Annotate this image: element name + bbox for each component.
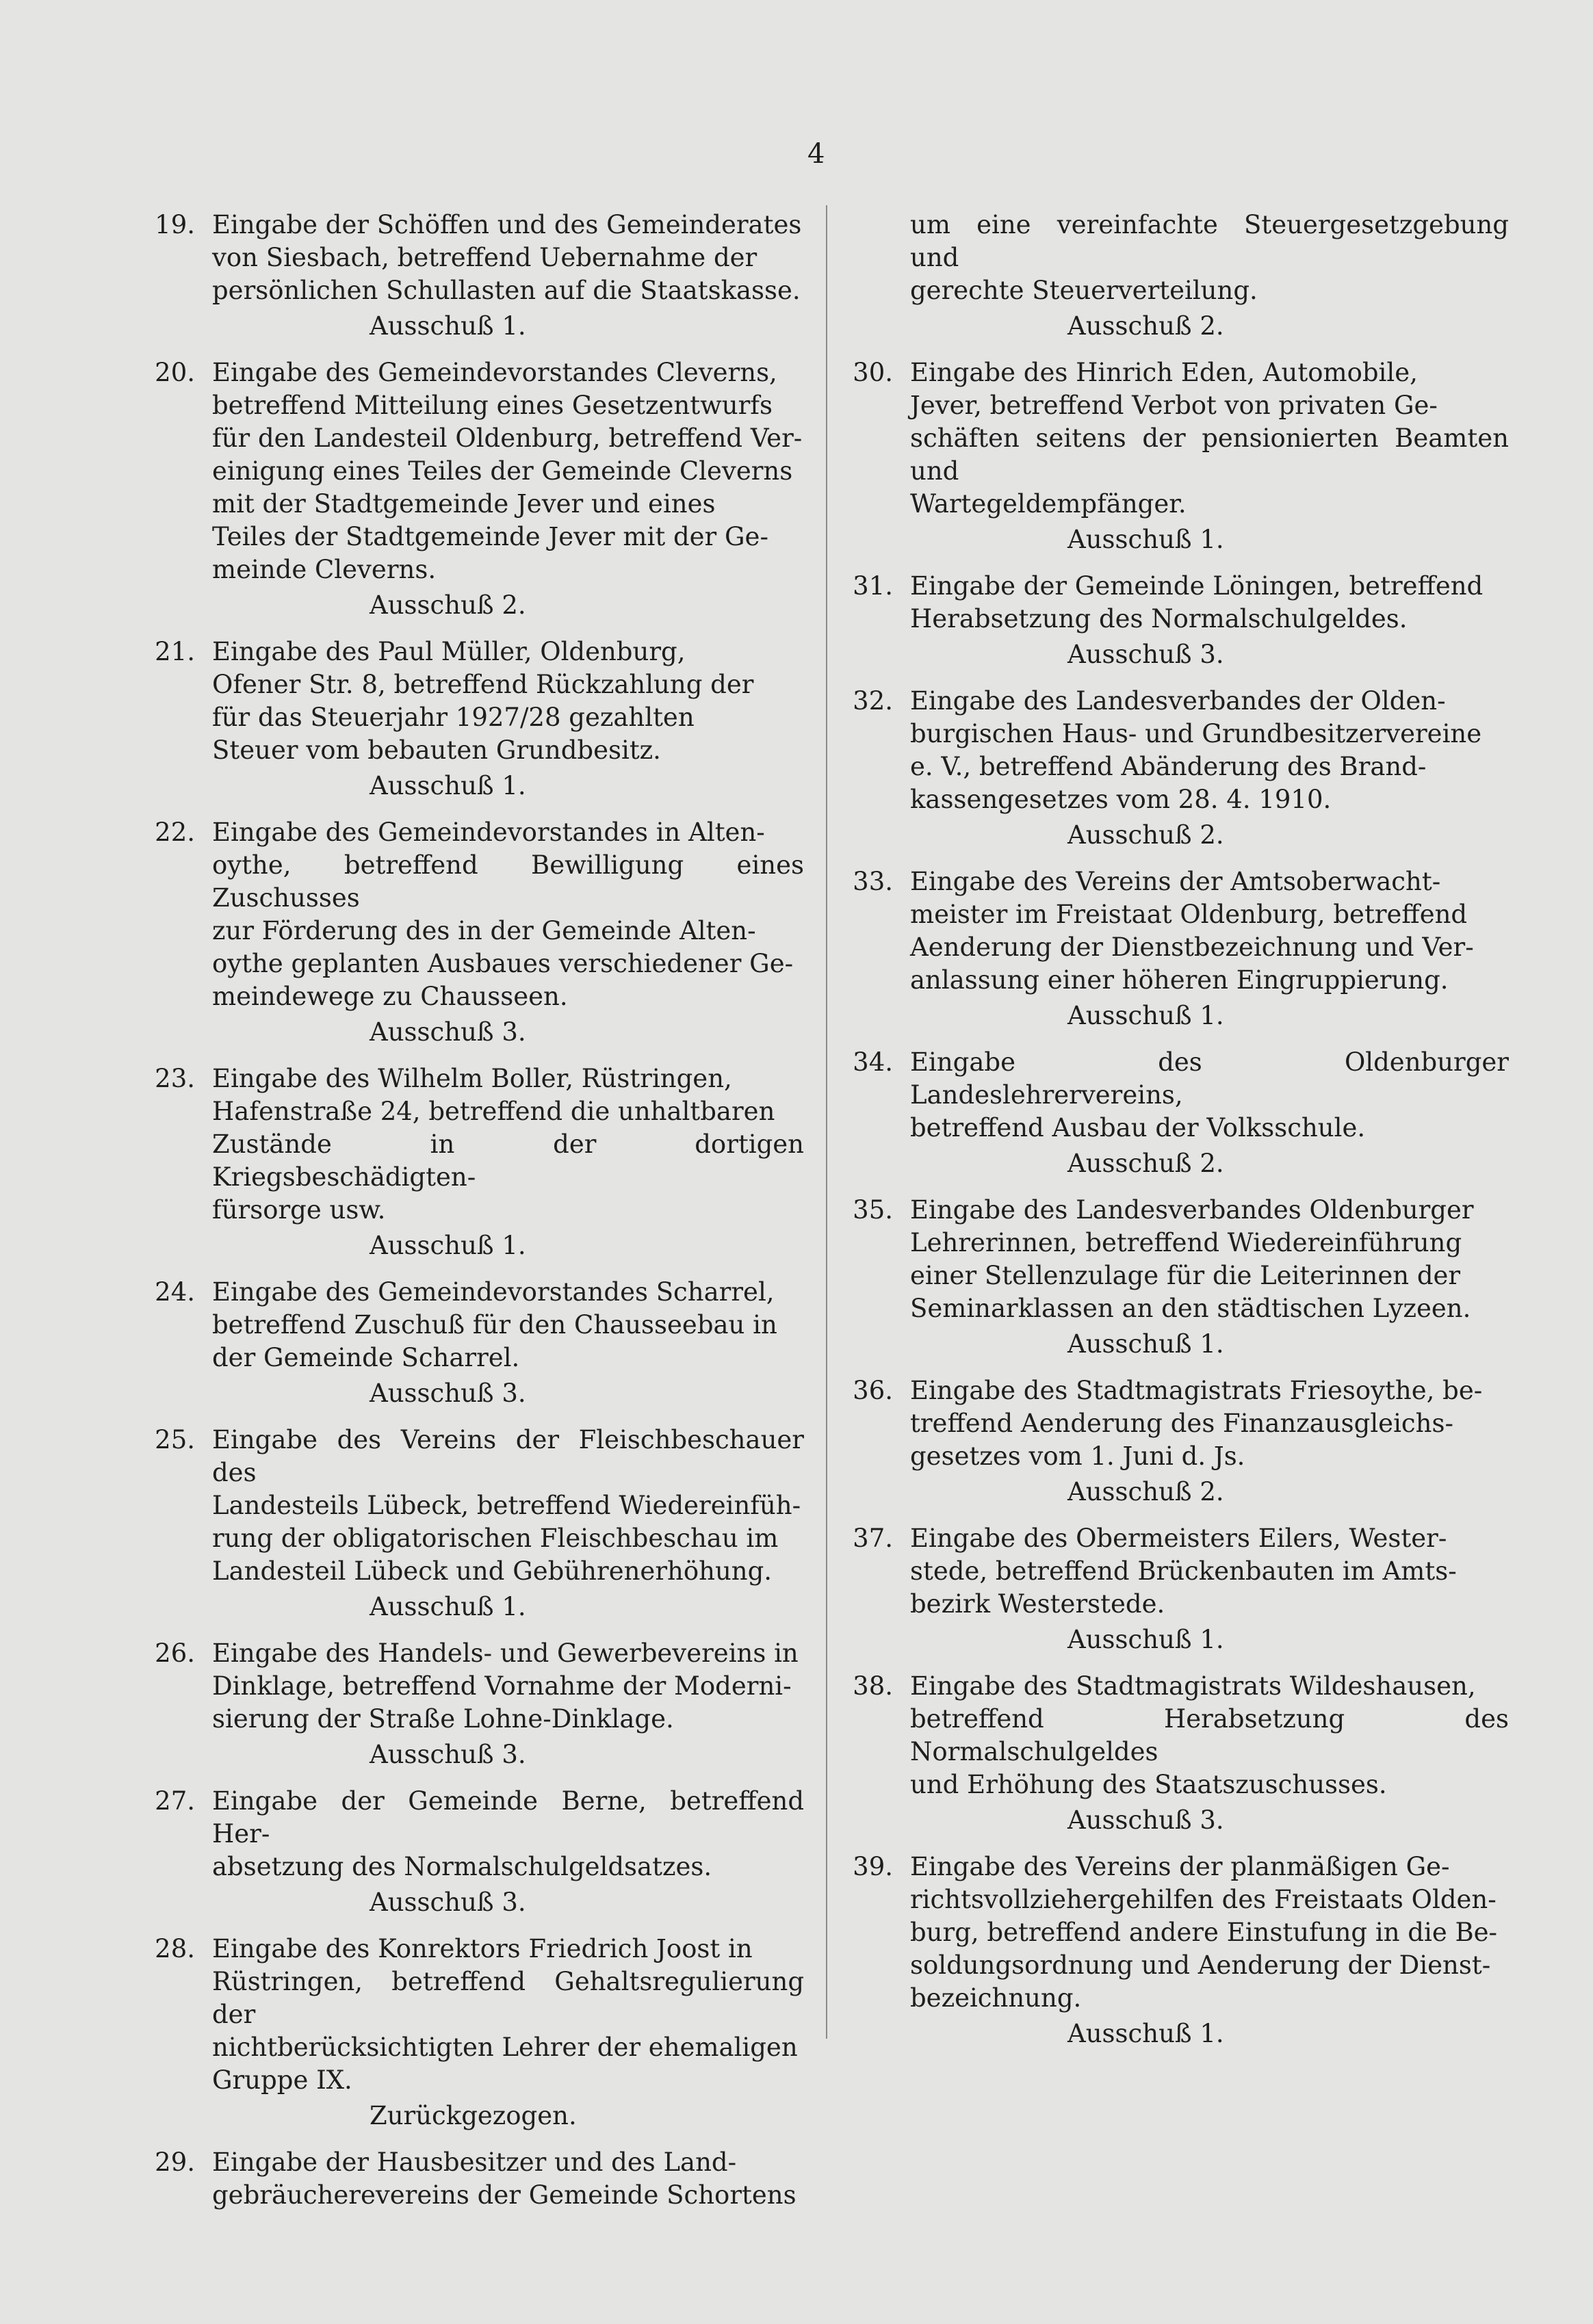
entry-item: [845, 865, 1509, 1032]
page-number: 4: [807, 138, 825, 170]
entry-committee: Ausschuß 3.: [370, 1017, 526, 1047]
entry-line: Seminarklassen an den städtischen Lyzeen.: [910, 1294, 1471, 1323]
entry-line: stede, betreffend Brückenbauten im Amts-: [910, 1556, 1457, 1586]
entry-line: Eingabe des Wilhelm Boller, Rüstringen,: [212, 1064, 732, 1093]
entry-body: [212, 1933, 804, 2132]
entry-item: [845, 1522, 1509, 1656]
entry-number: 32.: [853, 686, 893, 716]
entry-number: 22.: [155, 818, 195, 847]
entry-line: Wartegeldempfänger.: [910, 489, 1187, 519]
entry-line: e. V., betreffend Abänderung des Brand-: [910, 752, 1427, 781]
left-column: [147, 209, 804, 2225]
entry-line: gebräucherevereins der Gemeinde Schortens: [212, 2180, 796, 2210]
entry-line: Eingabe des Vereins der Fleischbeschauer des: [212, 1425, 804, 1487]
entry-body: [910, 685, 1509, 852]
entry-line: Eingabe der Gemeinde Löningen, betreffend: [910, 571, 1484, 601]
entry-item: [845, 1046, 1509, 1180]
entry-committee: Ausschuß 1.: [1067, 1001, 1224, 1030]
entry-item: [147, 1933, 804, 2132]
entry-line: richtsvollziehergehilfen des Freistaats Olden-: [910, 1885, 1497, 1914]
entry-line: für den Landesteil Oldenburg, betreffend Ver-: [212, 423, 803, 453]
entry-body: [212, 1424, 804, 1623]
entry-line: Eingabe der Hausbesitzer und des Land-: [212, 2147, 737, 2177]
entry-body: [910, 1670, 1509, 1837]
entry-number: 38.: [853, 1671, 893, 1701]
entry-number: 26.: [155, 1638, 195, 1668]
entry-line: Eingabe des Vereins der Amtsoberwacht-: [910, 867, 1441, 896]
entry-line: einigung eines Teiles der Gemeinde Cleverns: [212, 456, 793, 486]
entry-number: 20.: [155, 358, 195, 387]
entry-line: fürsorge usw.: [212, 1195, 386, 1225]
entry-line: betreffend Mitteilung eines Gesetzentwurfs: [212, 391, 773, 420]
entry-body: [212, 209, 804, 343]
entry-item: [845, 1374, 1509, 1509]
entry-committee: Ausschuß 1.: [370, 311, 526, 341]
entry-line: Eingabe des Konrektors Friedrich Joost in: [212, 1934, 753, 1963]
entry-committee: Ausschuß 1.: [370, 771, 526, 800]
entry-line: betreffend Herabsetzung des Normalschulgeldes: [910, 1704, 1509, 1766]
entry-body: [910, 570, 1509, 671]
entry-number: 21.: [155, 637, 195, 666]
entry-line: Eingabe des Stadtmagistrats Wildeshausen,: [910, 1671, 1476, 1701]
entry-body: [212, 1062, 804, 1262]
right-column: [845, 209, 1509, 2064]
entry-line: betreffend Ausbau der Volksschule.: [910, 1113, 1366, 1143]
entry-line: Eingabe der Gemeinde Berne, betreffend Her-: [212, 1786, 804, 1849]
entry-committee: Zurückgezogen.: [370, 2101, 577, 2130]
entry-number: 34.: [853, 1047, 893, 1077]
entry-body: [910, 356, 1509, 556]
entry-item: [845, 685, 1509, 852]
entry-number: 19.: [155, 210, 195, 239]
entry-item: [147, 2146, 804, 2212]
entry-line: Steuer vom bebauten Grundbesitz.: [212, 735, 661, 765]
entry-line: Eingabe des Oldenburger Landeslehrervereins,: [910, 1047, 1509, 1110]
entry-line: kassengesetzes vom 28. 4. 1910.: [910, 785, 1332, 814]
entry-item: [147, 356, 804, 622]
entry-committee: Ausschuß 1.: [1067, 1329, 1224, 1359]
entry-line: meinde Cleverns.: [212, 555, 437, 584]
entry-line: gerechte Steuerverteilung.: [910, 276, 1258, 305]
entry-number: 33.: [853, 867, 893, 896]
entry-committee: Ausschuß 3.: [1067, 1805, 1224, 1835]
entry-line: treffend Aenderung des Finanzausgleichs-: [910, 1409, 1453, 1438]
continued-entry-29: [910, 209, 1509, 343]
entry-line: soldungsordnung und Aenderung der Dienst-: [910, 1950, 1491, 1980]
entry-line: betreffend Zuschuß für den Chausseebau in: [212, 1310, 777, 1340]
entry-line: bezeichnung.: [910, 1983, 1082, 2013]
entry-line: schäften seitens der pensionierten Beamten und: [910, 423, 1509, 486]
entry-number: 39.: [853, 1852, 893, 1881]
entry-line: und Erhöhung des Staatszuschusses.: [910, 1770, 1387, 1799]
entry-line: Jever, betreffend Verbot von privaten Ge-: [910, 391, 1438, 420]
entry-number: 30.: [853, 358, 893, 387]
entry-number: 37.: [853, 1524, 893, 1553]
entry-number: 36.: [853, 1376, 893, 1405]
entry-line: Eingabe des Obermeisters Eilers, Wester-: [910, 1524, 1447, 1553]
entry-item: [147, 1276, 804, 1410]
entry-body: [212, 356, 804, 622]
entry-body: [212, 2146, 804, 2212]
entry-line: Landesteils Lübeck, betreffend Wiedereinfüh-: [212, 1491, 801, 1520]
entry-committee: Ausschuß 3.: [370, 1888, 526, 1917]
entry-number: 27.: [155, 1786, 195, 1816]
entry-number: 23.: [155, 1064, 195, 1093]
entry-body: [910, 1374, 1509, 1509]
entry-line: Eingabe des Hinrich Eden, Automobile,: [910, 358, 1418, 387]
entry-line: persönlichen Schullasten auf die Staatskasse.: [212, 276, 801, 305]
entry-item: [845, 1194, 1509, 1361]
entry-committee: Ausschuß 3.: [1067, 640, 1224, 669]
entry-line: Eingabe des Gemeindevorstandes Scharrel,: [212, 1277, 775, 1307]
column-divider: [826, 205, 827, 2039]
entry-line: Aenderung der Dienstbezeichnung und Ver-: [910, 932, 1474, 962]
entry-line: Herabsetzung des Normalschulgeldes.: [910, 604, 1408, 634]
entry-committee: Ausschuß 2.: [1067, 1477, 1224, 1506]
entry-line: mit der Stadtgemeinde Jever und eines: [212, 489, 716, 519]
entry-line: Zustände in der dortigen Kriegsbeschädigten-: [212, 1130, 804, 1192]
entry-body: [212, 1276, 804, 1410]
entry-line: Eingabe des Gemeindevorstandes Cleverns,: [212, 358, 777, 387]
entry-line: Eingabe des Gemeindevorstandes in Alten-: [212, 818, 765, 847]
entry-committee: Ausschuß 1.: [1067, 525, 1224, 554]
entry-body: [212, 636, 804, 802]
entry-line: nichtberücksichtigten Lehrer der ehemaligen: [212, 2033, 798, 2062]
entry-line: Hafenstraße 24, betreffend die unhaltbaren: [212, 1097, 775, 1126]
entry-line: burg, betreffend andere Einstufung in die Be-: [910, 1918, 1498, 1947]
entry-line: Gruppe IX.: [212, 2065, 352, 2095]
entry-number: 35.: [853, 1195, 893, 1225]
entry-number: 25.: [155, 1425, 195, 1454]
entry-line: Landesteil Lübeck und Gebührenerhöhung.: [212, 1556, 773, 1586]
entry-line: der Gemeinde Scharrel.: [212, 1343, 520, 1372]
entry-line: meindewege zu Chausseen.: [212, 982, 568, 1011]
entry-body: [910, 1194, 1509, 1361]
entry-line: Lehrerinnen, betreffend Wiedereinführung: [910, 1228, 1462, 1257]
entry-line: Eingabe des Stadtmagistrats Friesoythe, be-: [910, 1376, 1483, 1405]
entry-line: oythe geplanten Ausbaues verschiedener Ge-: [212, 949, 794, 978]
entry-line: oythe, betreffend Bewilligung eines Zuschusses: [212, 850, 804, 913]
entry-number: 29.: [155, 2147, 195, 2177]
entry-item: [147, 816, 804, 1049]
entry-line: Teiles der Stadtgemeinde Jever mit der Ge-: [212, 522, 768, 551]
entry-line: gesetzes vom 1. Juni d. Js.: [910, 1441, 1245, 1471]
entry-committee: Ausschuß 1.: [370, 1592, 526, 1621]
entry-line: sierung der Straße Lohne-Dinklage.: [212, 1704, 674, 1734]
entry-committee: Ausschuß 2.: [1067, 820, 1224, 850]
entry-line: absetzung des Normalschulgeldsatzes.: [212, 1852, 712, 1881]
entry-committee: Ausschuß 1.: [370, 1231, 526, 1260]
entry-committee: Ausschuß 1.: [1067, 2019, 1224, 2048]
entry-line: anlassung einer höheren Eingruppierung.: [910, 965, 1449, 995]
entry-body: [212, 1637, 804, 1771]
entry-line: meister im Freistaat Oldenburg, betreffend: [910, 900, 1468, 929]
entry-committee: Ausschuß 3.: [370, 1379, 526, 1408]
entry-body: [910, 1851, 1509, 2050]
entry-line: Eingabe des Handels- und Gewerbevereins in: [212, 1638, 799, 1668]
entry-item: [147, 1785, 804, 1919]
entry-item: [147, 1424, 804, 1623]
entry-line: Eingabe des Landesverbandes Oldenburger: [910, 1195, 1474, 1225]
entry-item: [845, 356, 1509, 556]
entry-committee: Ausschuß 2.: [370, 590, 526, 620]
entry-item: [147, 1637, 804, 1771]
entry-body: [910, 865, 1509, 1032]
entry-committee: Ausschuß 2.: [1067, 311, 1224, 341]
entry-line: zur Förderung des in der Gemeinde Alten-: [212, 916, 756, 945]
entry-line: einer Stellenzulage für die Leiterinnen der: [910, 1261, 1461, 1290]
entry-item: [845, 1851, 1509, 2050]
entry-item: [845, 570, 1509, 671]
entry-line: Eingabe des Landesverbandes der Olden-: [910, 686, 1446, 716]
entry-item: [147, 636, 804, 802]
entry-item: [845, 1670, 1509, 1837]
entry-line: Eingabe der Schöffen und des Gemeinderates: [212, 210, 802, 239]
entry-line: Eingabe des Paul Müller, Oldenburg,: [212, 637, 686, 666]
entry-committee: Ausschuß 3.: [370, 1740, 526, 1769]
entry-number: 31.: [853, 571, 893, 601]
entry-committee: Ausschuß 1.: [1067, 1625, 1224, 1654]
entry-line: von Siesbach, betreffend Uebernahme der: [212, 243, 757, 272]
entry-item: [147, 209, 804, 343]
entry-body: [212, 1785, 804, 1919]
entry-body: [212, 816, 804, 1049]
entry-line: rung der obligatorischen Fleischbeschau im: [212, 1524, 779, 1553]
entry-number: 24.: [155, 1277, 195, 1307]
entry-line: für das Steuerjahr 1927/28 gezahlten: [212, 703, 695, 732]
entry-body: [910, 1046, 1509, 1180]
entry-line: burgischen Haus- und Grundbesitzervereine: [910, 719, 1482, 748]
entry-number: 28.: [155, 1934, 195, 1963]
entry-line: Rüstringen, betreffend Gehaltsregulierung der: [212, 1967, 804, 2029]
entry-body: [910, 1522, 1509, 1656]
entry-line: bezirk Westerstede.: [910, 1589, 1165, 1619]
entry-line: Dinklage, betreffend Vornahme der Moderni-: [212, 1671, 792, 1701]
entry-line: Ofener Str. 8, betreffend Rückzahlung der: [212, 670, 754, 699]
entry-line: Eingabe des Vereins der planmäßigen Ge-: [910, 1852, 1450, 1881]
entry-item: [147, 1062, 804, 1262]
entry-line: um eine vereinfachte Steuergesetzgebung und: [910, 210, 1509, 272]
entry-committee: Ausschuß 2.: [1067, 1149, 1224, 1178]
